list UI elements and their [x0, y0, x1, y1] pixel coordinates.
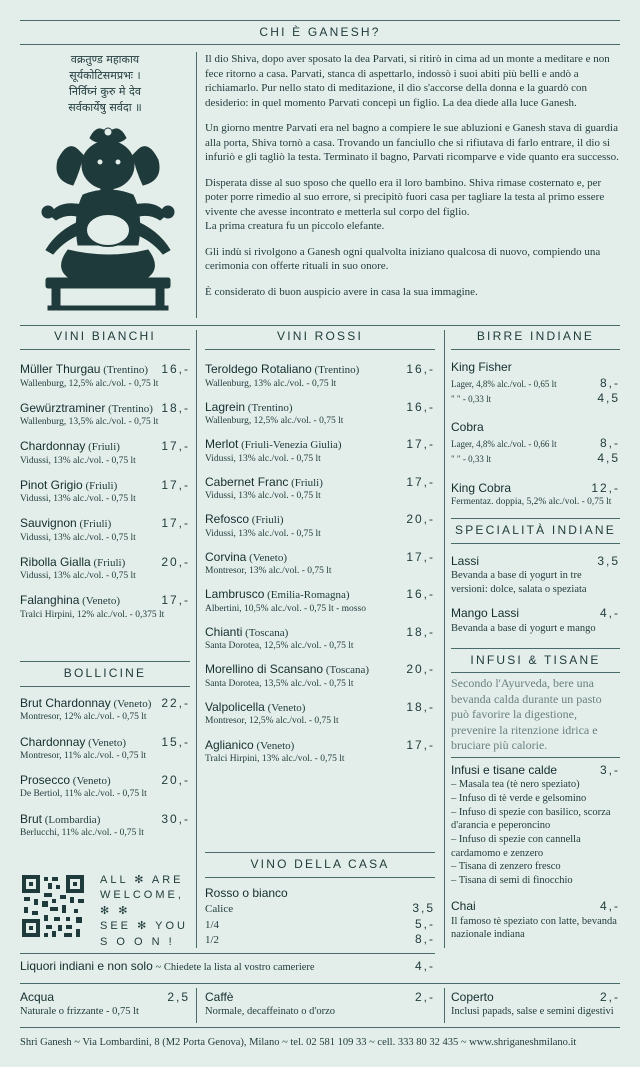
menu-item — [205, 700, 435, 728]
item-price: 17,- — [406, 474, 435, 489]
item-region: (Veneto) — [72, 775, 111, 788]
section-title: BIRRE INDIANE — [476, 329, 595, 343]
divider — [196, 330, 197, 948]
item-producer: Santa Dorotea, 13,5% alc./vol. - 0,75 lt — [205, 678, 354, 689]
menu-item — [205, 550, 435, 578]
menu-item — [205, 400, 435, 428]
item-producer: Wallenburg, 13,5% alc./vol. - 0,75 lt — [20, 417, 159, 428]
item-producer: Montresor, 12,5% alc./vol. - 0,75 lt — [205, 716, 339, 727]
item-region: (Friuli) — [93, 556, 126, 569]
intro-paragraph: Il dio Shiva, dopo aver sposato la dea Parvati, si ritirò in cima ad un monte a meditare e non fece ritorno a casa. Parvati, stanca di aspettarlo, indossò i suoi abiti più belli e andò a richiamarlo. Pur nello stato di meditazione, il dio s'accorse della donna e la guardò con desiderio: in quel momento Parvati concepì un figlio. La dea diede alla luce Ganesh. — [205, 53, 610, 109]
item-region: (Lombardia) — [44, 813, 101, 826]
divider — [20, 1027, 620, 1028]
item-region: (Toscana) — [325, 664, 370, 677]
item-name: Ribolla Gialla — [20, 554, 91, 569]
ganesh-illustration-icon — [28, 120, 188, 315]
infusi-intro: Secondo l'Ayurveda, bere una bevanda calda durante un pasto può favorire la digestione, prevenire la ritenzione idrica e bruciare più calorie. — [451, 676, 602, 753]
menu-item — [20, 478, 190, 506]
item-name: Cabernet Franc — [205, 474, 289, 489]
item-producer: Albertini, 10,5% alc./vol. - 0,75 lt - mosso — [205, 603, 366, 614]
bollicine-title: BOLLICINE — [63, 666, 147, 680]
item-region: (Trentino) — [108, 402, 153, 415]
item-producer: Wallenburg, 12,5% alc./vol. - 0,75 lt — [205, 416, 344, 427]
item-producer: Vidussi, 13% alc./vol. - 0,75 lt — [205, 528, 321, 539]
item-region: (Toscana) — [245, 626, 289, 639]
menu-item — [205, 738, 435, 766]
item-price: 17,- — [161, 477, 190, 492]
menu-item — [20, 362, 190, 390]
item-name: Aglianico — [205, 737, 254, 752]
item-region: (Trentino) — [103, 364, 149, 377]
item-name: King Fisher — [451, 360, 512, 375]
welcome-message: ALL ✻ ARE WELCOME, ✻ ✻ SEE ✻ YOU S O O N ! — [100, 874, 188, 948]
menu-item — [205, 587, 435, 615]
item-name: Pinot Grigio — [20, 477, 83, 492]
divider — [451, 518, 620, 519]
divider — [444, 988, 445, 1023]
menu-item: Mango Lassi 4,- Bevanda a base di yogurt e mango — [451, 606, 620, 634]
divider — [20, 953, 435, 954]
item-name: Valpolicella — [205, 700, 265, 714]
item-region: (Veneto) — [249, 551, 287, 564]
item-price: 16,- — [406, 362, 435, 377]
coperto-item: Coperto 2,- Inclusi papads, salse e semini digestivi — [451, 990, 620, 1018]
item-region: (Friuli) — [85, 479, 118, 492]
item-region: (Veneto) — [267, 702, 306, 714]
menu-item — [20, 401, 190, 429]
item-region: (Trentino) — [314, 364, 360, 377]
item-price: 18,- — [161, 400, 190, 415]
item-name: Merlot — [205, 437, 239, 452]
item-name: Chianti — [205, 624, 243, 639]
item-name: Refosco — [205, 512, 250, 527]
item-name: Lagrein — [205, 399, 246, 414]
vino-casa-row: Calice 3,5 — [205, 901, 435, 916]
menu-item — [20, 516, 190, 544]
item-producer: Montresor, 13% alc./vol. - 0,75 lt — [205, 566, 332, 577]
vino-casa-block — [205, 886, 435, 947]
intro-paragraph: Disperata disse al suo sposo che quello era il loro bambino. Shiva rimase costernato e, per poter porre rimedio al suo errore, si precipitò fuori casa per tagliare la testa al primo essere vivente che avesse incontrato e metterla sul corpo del figlio. — [205, 176, 605, 218]
item-region: (Friuli) — [291, 476, 323, 489]
divider — [451, 543, 620, 544]
item-name: Cobra — [451, 420, 484, 435]
item-name: Gewürztraminer — [20, 400, 106, 415]
list-item: – Infuso di tè verde e gelsomino — [451, 792, 620, 806]
infusi-title: INFUSI & TISANE — [470, 653, 601, 667]
divider — [451, 672, 620, 673]
item-name: Sauvignon — [20, 516, 77, 531]
divider — [20, 20, 620, 21]
item-price: 17,- — [161, 439, 190, 454]
menu-item: King Fisher Lager, 4,8% alc./vol. - 0,65 lt 8,- " " - 0,33 lt 4,5 — [451, 360, 620, 406]
vini-bianchi-list — [20, 362, 190, 621]
menu-item — [20, 696, 190, 724]
vini-rossi-list — [205, 362, 435, 765]
infusi-list — [451, 778, 620, 887]
acqua-item: Acqua 2,5 Naturale o frizzante - 0,75 lt — [20, 990, 190, 1018]
item-price: 18,- — [406, 624, 435, 639]
item-producer: Berlucchi, 11% alc./vol. - 0,75 lt — [20, 827, 144, 838]
qr-code-icon[interactable] — [20, 873, 86, 939]
item-region: (Friuli-Venezia Giulia) — [241, 439, 342, 452]
item-price: 17,- — [161, 593, 190, 608]
vini-rossi-section — [205, 325, 435, 775]
item-region: (Friuli) — [251, 514, 284, 527]
item-producer: Montresor, 11% alc./vol. - 0,75 lt — [20, 750, 147, 761]
menu-item — [20, 812, 190, 840]
item-price: 22,- — [161, 696, 190, 710]
item-name: Brut Chardonnay — [20, 696, 111, 710]
item-producer: De Bertiol, 11% alc./vol. - 0,75 lt — [20, 789, 147, 800]
item-producer: Vidussi, 13% alc./vol. - 0,75 lt — [205, 491, 321, 502]
item-name: Teroldego Rotaliano — [205, 362, 312, 377]
item-producer: Tralci Hirpini, 12% alc./vol. - 0,375 lt — [20, 609, 165, 620]
divider — [444, 330, 445, 948]
item-name: Lassi — [451, 554, 480, 568]
list-item: – Tisana di zenzero fresco — [451, 860, 620, 874]
menu-item — [20, 555, 190, 583]
item-region: (Friuli) — [79, 518, 112, 531]
intro-paragraph: La prima creatura fu un piccolo elefante. — [205, 220, 385, 233]
item-price: 17,- — [406, 737, 435, 752]
item-producer: Santa Dorotea, 12,5% alc./vol. - 0,75 lt — [205, 641, 354, 652]
item-price: 20,- — [406, 512, 435, 527]
caffe-item: Caffè 2,- Normale, decaffeinato o d'orzo — [205, 990, 435, 1018]
item-producer: Vidussi, 13% alc./vol. - 0,75 lt — [20, 494, 136, 505]
infusi-block: Infusi e tisane calde 3,- – Masala tea (tè nero speziato) – Infuso di tè verde e gelsomino – Infuso di spezie con basilico, scorza d'arancia e peperoncino – Infuso di spezie con cannella cardamomo e zenzero – Tisana di zenzero fresco – Tisana di semi di finocchio Chai 4,- Il famoso tè speziato con latte, bevanda nazionale indiana — [451, 763, 620, 942]
footer-contact: Shri Ganesh ~ Via Lombardini, 8 (M2 Porta Genova), Milano ~ tel. 02 581 109 33 ~ cell. 333 80 32 435 ~ www.shriganeshmilano.it — [20, 1037, 577, 1048]
menu-item — [20, 735, 190, 763]
specialita-title: SPECIALITÀ INDIANE — [455, 523, 616, 537]
divider — [196, 52, 197, 318]
item-price: 20,- — [161, 554, 190, 569]
item-name: Liquori indiani e non solo — [20, 959, 153, 973]
list-item: – Masala tea (tè nero speziato) — [451, 778, 620, 792]
item-price: 16,- — [406, 587, 435, 602]
item-price: 17,- — [161, 516, 190, 531]
item-name: Corvina — [205, 549, 247, 564]
item-price: 20,- — [406, 662, 435, 677]
intro-paragraph: Gli indù si rivolgono a Ganesh ogni qualvolta iniziano qualcosa di nuovo, compiendo una cerimonia con offerte rituali in suo onore. — [205, 245, 601, 273]
item-producer: Wallenburg, 12,5% alc./vol. - 0,75 lt — [20, 378, 159, 389]
item-region: (Friuli) — [88, 441, 120, 454]
intro-paragraph: Un giorno mentre Parvati era nel bagno a compiere le sue abluzioni e Ganesh stava di guardia alla porta, Shiva tornò a casa. Trovando un fanciullo che si rifiutava di farlo entrare, il dio si infuriò e gli tagliò la testa. Terminato il bagno, Parvati ricomparve e vide quanto era successo. — [205, 122, 619, 164]
specialita-list — [451, 554, 620, 645]
item-price: 17,- — [406, 549, 435, 564]
item-name: Lambrusco — [205, 587, 265, 602]
item-price: 16,- — [406, 399, 435, 414]
menu-item — [205, 512, 435, 540]
divider — [20, 661, 190, 662]
menu-item: Cobra Lager, 4,8% alc./vol. - 0,66 lt 8,- " " - 0,33 lt 4,5 — [451, 420, 620, 466]
item-price: 16,- — [161, 362, 190, 377]
sanskrit-mantra: वक्रतुण्ड महाकाय सूर्यकोटिसमप्रभः । निर्विघ्नं कुरु मे देव सर्वकार्येषु सर्वदा ॥ — [68, 53, 142, 114]
item-name: Prosecco — [20, 773, 71, 788]
divider — [205, 852, 435, 853]
menu-item — [20, 773, 190, 801]
item-price: 18,- — [406, 700, 435, 714]
item-name: Brut — [20, 811, 43, 826]
section-title: VINI ROSSI — [276, 329, 363, 343]
item-name: Morellino di Scansano — [205, 662, 324, 677]
menu-item — [20, 593, 190, 621]
bollicine-list — [20, 696, 190, 850]
item-producer: Vidussi, 13% alc./vol. - 0,75 lt — [20, 571, 136, 582]
menu-item — [20, 439, 190, 467]
menu-item — [205, 475, 435, 503]
section-title: VINI BIANCHI — [54, 329, 156, 343]
item-region: (Trentino) — [247, 401, 293, 414]
item-producer: Vidussi, 13% alc./vol. - 0,75 lt — [20, 532, 136, 543]
item-region: (Emilia-Romagna) — [267, 589, 350, 602]
vino-casa-row: 1/2 8,- — [205, 932, 435, 947]
item-name: Falanghina — [20, 593, 80, 608]
item-price: 15,- — [161, 734, 190, 749]
list-item: – Infuso di spezie con cannella cardamomo e zenzero — [451, 833, 620, 860]
menu-item — [205, 662, 435, 690]
item-name: Infusi e tisane calde — [451, 763, 558, 777]
item-region: (Veneto) — [82, 595, 121, 608]
divider — [20, 44, 620, 45]
item-producer: Vidussi, 13% alc./vol. - 0,75 lt — [20, 455, 136, 466]
item-region: (Veneto) — [88, 736, 127, 749]
item-region: (Veneto) — [256, 739, 295, 752]
divider — [451, 757, 620, 758]
intro-title: CHI È GANESH? — [259, 25, 381, 39]
list-item: – Infuso di spezie con basilico, scorza d'arancia e peperoncino — [451, 806, 620, 833]
vino-casa-title: VINO DELLA CASA — [250, 857, 390, 871]
divider — [196, 988, 197, 1023]
item-price: 20,- — [161, 773, 190, 788]
menu-item: King Cobra 12,- Fermentaz. doppia, 5,2% alc./vol. - 0,75 lt — [451, 480, 620, 507]
vino-casa-name: Rosso o bianco — [205, 886, 288, 900]
birre-section — [451, 325, 620, 518]
item-name: Chardonnay — [20, 439, 86, 454]
menu-item — [205, 362, 435, 390]
item-price: 17,- — [406, 437, 435, 452]
menu-item: Lassi 3,5 Bevanda a base di yogurt in tre versioni: dolce, salata o speziata — [451, 554, 620, 595]
item-producer: Wallenburg, 13% alc./vol. - 0,75 lt — [205, 378, 337, 389]
divider — [20, 983, 620, 984]
divider — [20, 686, 190, 687]
vino-casa-row: 1/4 5,- — [205, 916, 435, 931]
menu-item — [205, 437, 435, 465]
list-item: – Tisana di semi di finocchio — [451, 874, 620, 888]
item-producer: Tralci Hirpini, 13% alc./vol. - 0,75 lt — [205, 753, 345, 764]
item-name: Chardonnay — [20, 734, 86, 749]
vini-bianchi-section — [20, 325, 190, 632]
divider — [451, 648, 620, 649]
item-producer: Vidussi, 13% alc./vol. - 0,75 lt — [205, 453, 321, 464]
item-name: Müller Thurgau — [20, 362, 101, 377]
intro-story — [205, 52, 620, 310]
item-name: Mango Lassi — [451, 606, 520, 621]
item-name: King Cobra — [451, 480, 512, 495]
item-region: (Veneto) — [113, 698, 152, 710]
intro-paragraph: È considerato di buon auspicio avere in casa la sua immagine. — [205, 285, 478, 298]
item-producer: Montresor, 12% alc./vol. - 0,75 lt — [20, 712, 147, 723]
liquori-row: Liquori indiani e non solo ~ Chiedete la lista al vostro cameriere 4,- — [20, 959, 435, 973]
divider — [205, 877, 435, 878]
item-name: Chai — [451, 899, 476, 914]
menu-item — [205, 625, 435, 653]
item-price: 30,- — [161, 811, 190, 826]
